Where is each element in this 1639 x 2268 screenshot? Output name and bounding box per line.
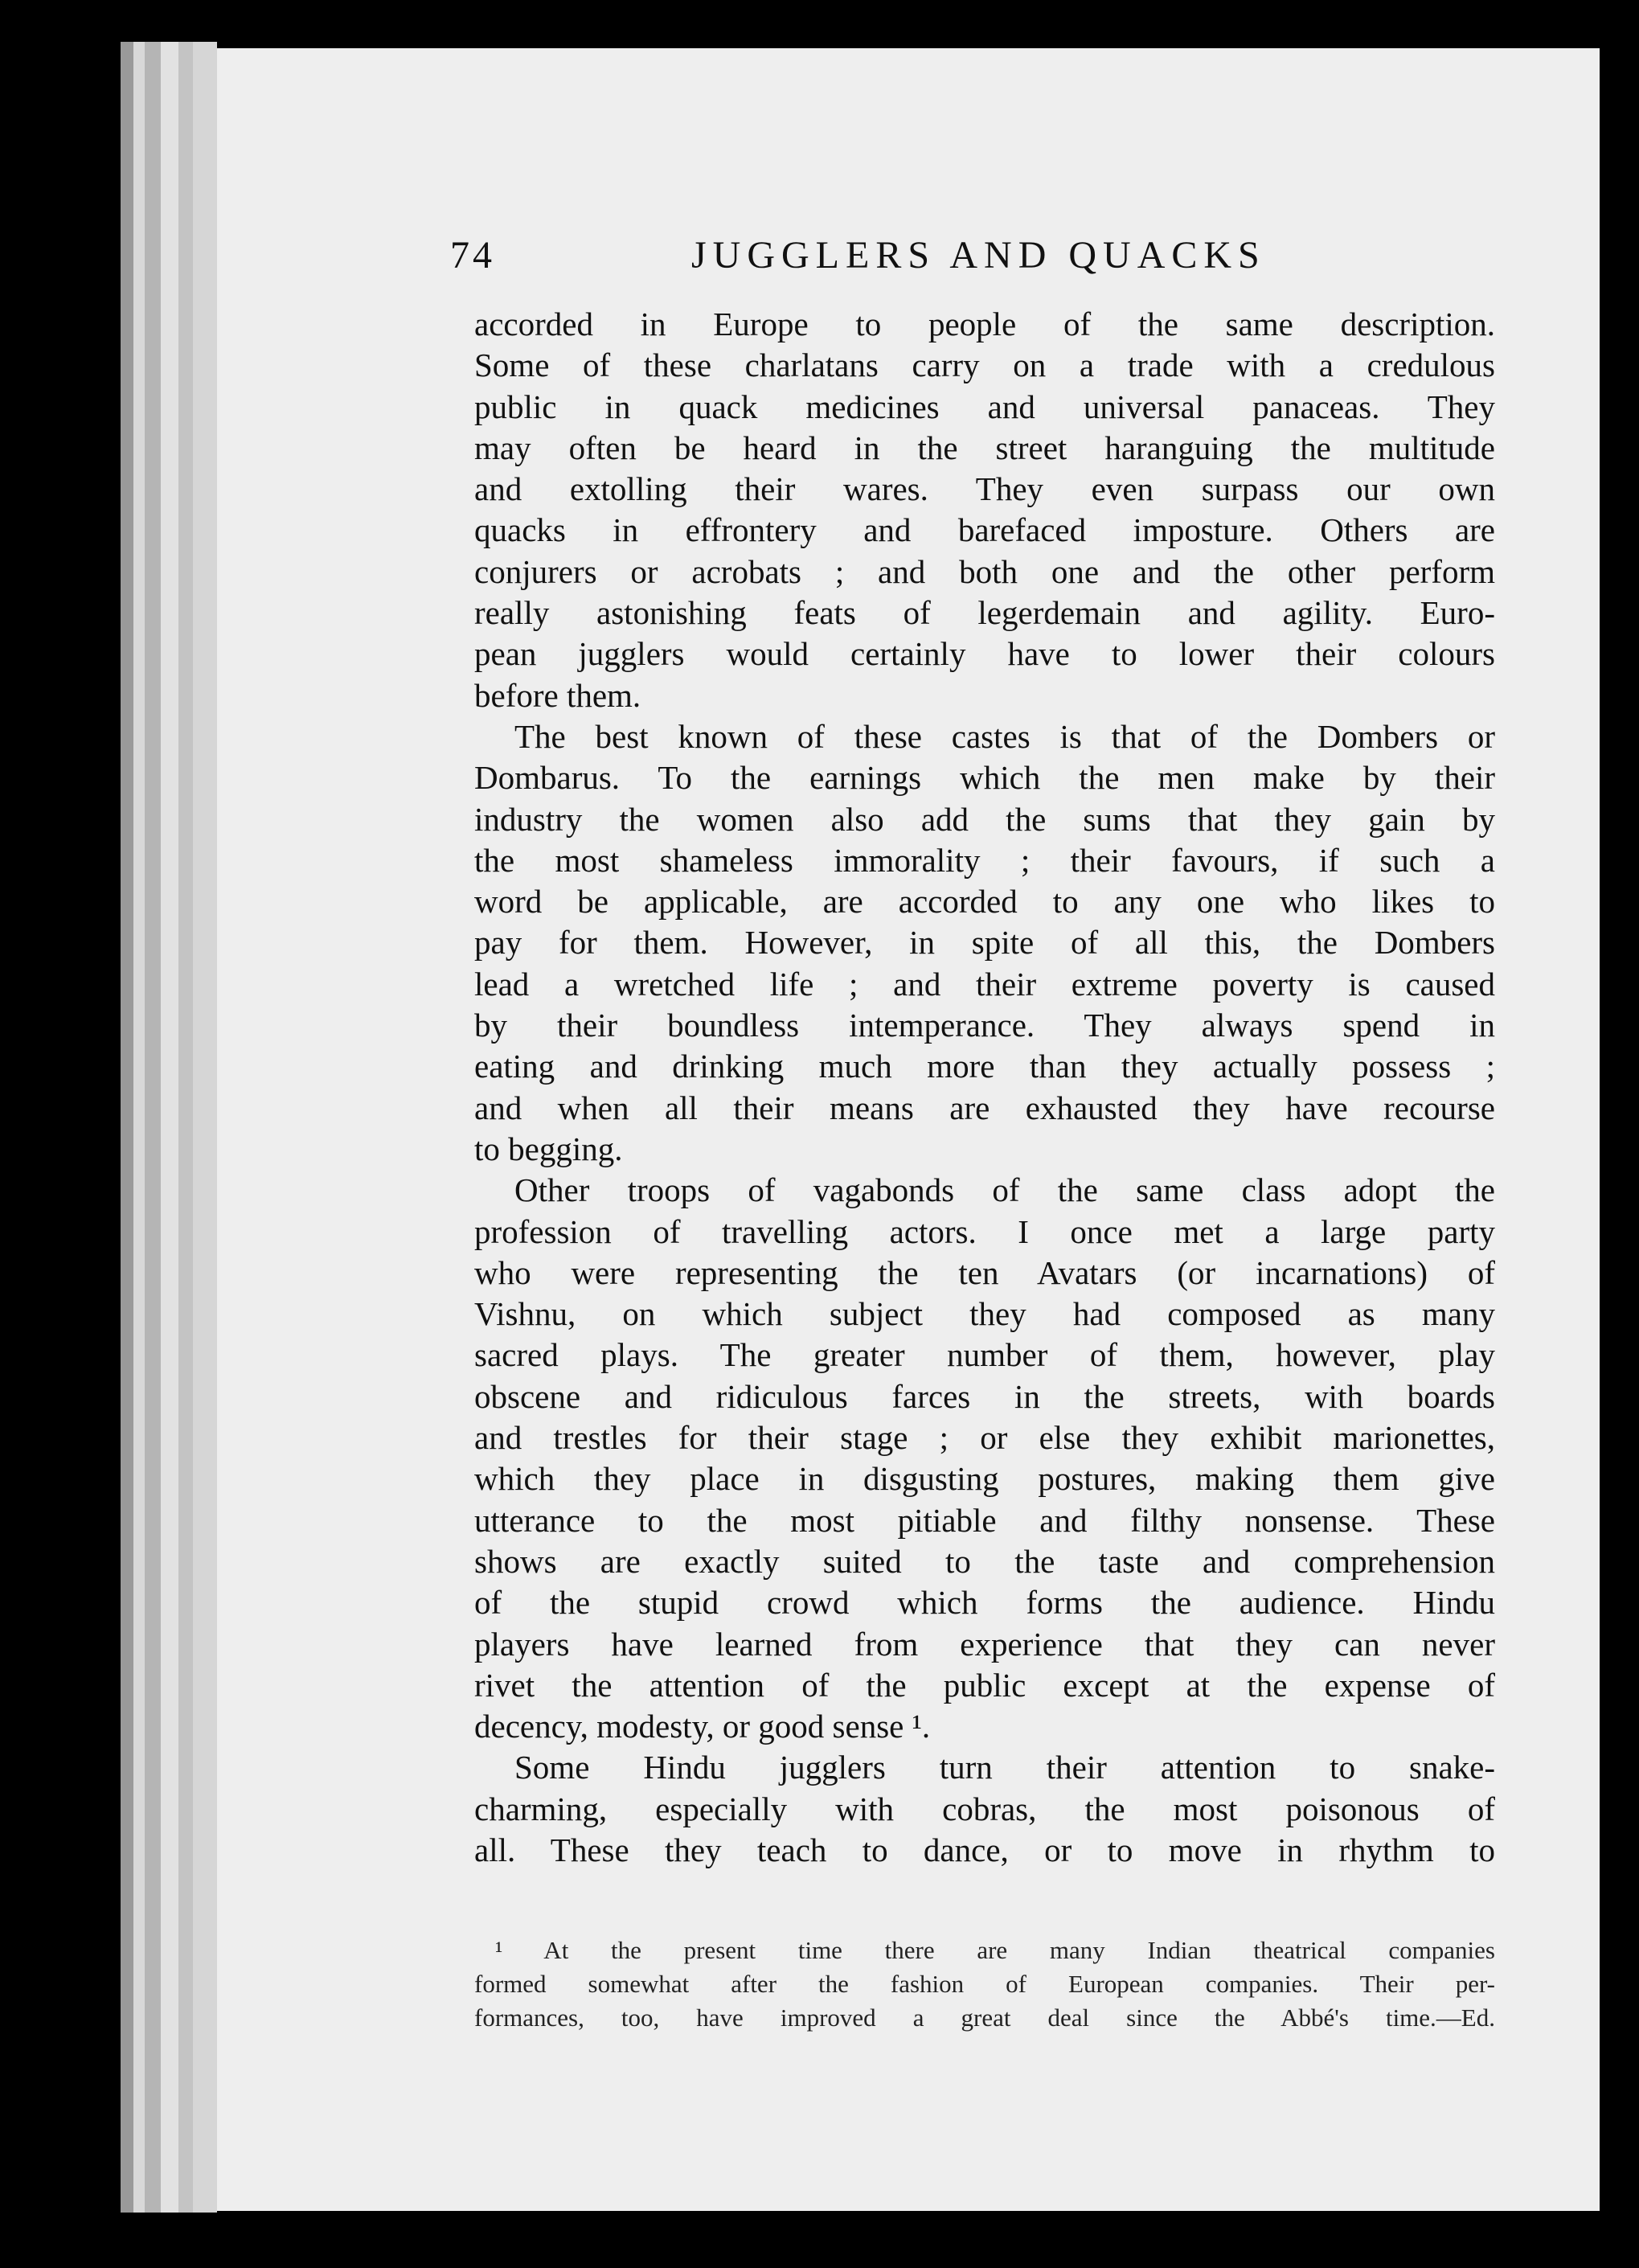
text-line: shows are exactly suited to the taste and comprehension [474, 1542, 1495, 1580]
text-line: public in quack medicines and universal panaceas. They [474, 388, 1495, 425]
text-line: by their boundless intemperance. They always spend in [474, 1007, 1495, 1044]
text-line: Vishnu, on which subject they had composed as many [474, 1295, 1495, 1333]
footnote-line: formed somewhat after the fashion of European companies. Their per- [474, 1970, 1495, 1998]
page-edge [193, 42, 217, 2213]
text-line: to begging. [474, 1130, 623, 1167]
text-line: who were representing the ten Avatars (or incarnations) of [474, 1253, 1495, 1291]
text-line: quacks in effrontery and barefaced imposture. Others are [474, 511, 1495, 549]
page-edge [133, 42, 145, 2213]
footnote-line: ¹ At the present time there are many Indian theatrical companies [495, 1936, 1495, 1964]
page-number: 74 [450, 234, 495, 277]
text-line: of the stupid crowd which forms the audience. Hindu [474, 1584, 1495, 1622]
page-edge [145, 42, 161, 2213]
text-line: charming, especially with cobras, the most poisonous of [474, 1790, 1495, 1827]
text-line: lead a wretched life ; and their extreme poverty is caused [474, 965, 1495, 1003]
text-line: Some Hindu jugglers turn their attention to snake- [514, 1749, 1495, 1786]
text-line: profession of travelling actors. I once met a large party [474, 1212, 1495, 1250]
text-line: before them. [474, 676, 641, 714]
text-line: pay for them. However, in spite of all this, the Dombers [474, 924, 1495, 962]
page-edge [178, 42, 193, 2213]
running-title: JUGGLERS AND QUACKS [691, 234, 1266, 277]
footnote [474, 1934, 1495, 2035]
text-line: the most shameless immorality ; their favours, if such a [474, 841, 1495, 879]
text-line: Some of these charlatans carry on a trade with a credulous [474, 347, 1495, 384]
text-line: really astonishing feats of legerdemain and agility. Euro- [474, 594, 1495, 632]
text-line: accorded in Europe to people of the same description. [474, 306, 1495, 342]
page-edge [161, 42, 178, 2213]
text-line: sacred plays. The greater number of them, however, play [474, 1336, 1495, 1374]
text-line: Other troops of vagabonds of the same class adopt the [514, 1171, 1495, 1209]
text-line: industry the women also add the sums that they gain by [474, 800, 1495, 838]
text-line: utterance to the most pitiable and filthy nonsense. These [474, 1501, 1495, 1539]
text-line: rivet the attention of the public except at the expense of [474, 1666, 1495, 1704]
text-line: players have learned from experience that they can never [474, 1625, 1495, 1663]
text-line: and when all their means are exhausted they have recourse [474, 1089, 1495, 1126]
text-line: decency, modesty, or good sense ¹. [474, 1708, 931, 1745]
text-line: pean jugglers would certainly have to lower their colours [474, 635, 1495, 673]
text-line: which they place in disgusting postures, making them give [474, 1460, 1495, 1498]
text-line: and extolling their wares. They even surpass our own [474, 470, 1495, 508]
text-line: Dombarus. To the earnings which the men make by their [474, 759, 1495, 797]
page-edge [121, 42, 133, 2213]
text-line: word be applicable, are accorded to any one who likes to [474, 883, 1495, 921]
text-line: conjurers or acrobats ; and both one and the other perform [474, 552, 1495, 590]
running-header [450, 233, 1302, 281]
text-line: all. These they teach to dance, or to move in rhythm to [474, 1831, 1495, 1868]
text-line: and trestles for their stage ; or else they exhibit marionettes, [474, 1419, 1495, 1457]
body-text [474, 304, 1495, 1871]
text-line: The best known of these castes is that of the Dombers or [514, 717, 1495, 755]
text-line: eating and drinking much more than they actually possess ; [474, 1048, 1495, 1085]
footnote-line: formances, too, have improved a great deal since the Abbé's time.—Ed. [474, 2003, 1495, 2032]
text-line: obscene and ridiculous farces in the streets, with boards [474, 1377, 1495, 1415]
text-line: may often be heard in the street haranguing the multitude [474, 429, 1495, 466]
